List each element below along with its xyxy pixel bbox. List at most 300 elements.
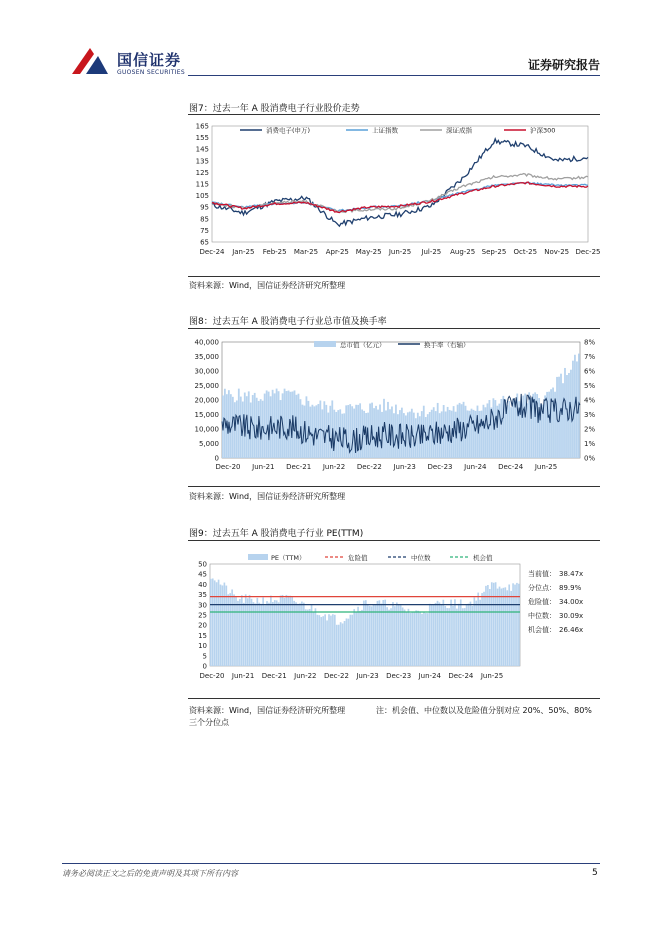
- page-number: 5: [592, 868, 598, 878]
- fig9-ytick-4: 20: [198, 621, 207, 630]
- fig9-pe-bar: [293, 601, 295, 666]
- fig9-pe-bar: [491, 582, 493, 666]
- fig7-xtick-3: Mar-25: [293, 248, 319, 256]
- fig9-pe-bar: [214, 580, 216, 666]
- fig8-ytick-left-3: 15,000: [194, 411, 219, 419]
- fig7-ytick-3: 95: [200, 203, 209, 212]
- fig9-pe-bar: [423, 612, 425, 666]
- fig8-mktcap-bar: [564, 368, 566, 458]
- fig9-pe-bar: [450, 600, 452, 666]
- fig9-ytick-9: 45: [198, 570, 207, 579]
- fig9-xtick-4: Dec-22: [323, 672, 349, 680]
- fig9-pe-bar: [299, 603, 301, 666]
- fig9-pe-bar: [241, 595, 243, 666]
- fig8-mktcap-bar: [528, 392, 530, 458]
- fig9-xtick-2: Dec-21: [261, 672, 287, 680]
- fig8-mktcap-bar: [510, 407, 512, 458]
- fig9-pe-bar: [247, 598, 249, 666]
- fig9-pe-bar: [317, 615, 319, 666]
- fig7-legend-label-2: 深证成指: [446, 126, 472, 135]
- fig8-mktcap-bar: [298, 394, 300, 458]
- fig8-mktcap-bar: [413, 413, 415, 458]
- fig8-ytick-right-0: 0%: [584, 454, 596, 463]
- fig8-xtick-5: Jun-23: [393, 463, 416, 471]
- fig7-xtick-8: Aug-25: [450, 248, 476, 256]
- fig9-pe-bar: [371, 606, 373, 666]
- fig9-pe-bar: [226, 586, 228, 666]
- fig9-xtick-8: Dec-24: [448, 672, 474, 680]
- fig8-mktcap-bar: [236, 400, 238, 458]
- fig8-top-rule: [188, 328, 600, 329]
- fig7-xtick-1: Jan-25: [232, 248, 255, 256]
- fig8-ytick-left-6: 30,000: [194, 367, 219, 376]
- fig7-title: 图7：过去一年 A 股消费电子行业股价走势: [189, 104, 360, 114]
- fig8-ytick-left-2: 10,000: [194, 425, 219, 434]
- fig7-ytick-8: 145: [195, 145, 209, 154]
- fig9-pe-bar: [249, 595, 251, 666]
- fig9-pe-bar: [319, 615, 321, 666]
- fig9-pe-bar: [276, 600, 278, 666]
- fig9-pe-bar: [437, 601, 439, 666]
- fig9-pe-bar: [280, 596, 282, 666]
- fig9-pe-bar: [506, 590, 508, 666]
- fig8-mktcap-bar: [512, 398, 514, 458]
- fig7-ytick-6: 125: [195, 168, 209, 177]
- footer-rule: [62, 863, 600, 864]
- fig7-xtick-2: Feb-25: [262, 248, 287, 256]
- fig8-mktcap-bar: [232, 397, 234, 458]
- fig9-pe-bar: [394, 606, 396, 666]
- fig9-pe-bar: [239, 599, 241, 666]
- fig8-mktcap-bar: [544, 395, 546, 458]
- fig8-mktcap-bar: [264, 394, 266, 458]
- fig9-pe-bar: [224, 583, 226, 666]
- fig8-mktcap-bar: [548, 392, 550, 458]
- fig9-pe-bar: [408, 609, 410, 666]
- fig8-xtick-4: Dec-22: [356, 463, 382, 471]
- fig9-pe-bar: [400, 605, 402, 666]
- fig9-note-cont: 三个分位点: [189, 718, 229, 727]
- fig9-stat-label-4: 机会值：: [528, 626, 556, 634]
- footer-disclaimer: 请务必阅读正文之后的免责声明及其项下所有内容: [62, 869, 238, 878]
- fig9-pe-bar: [516, 583, 518, 666]
- fig9-pe-bar: [381, 604, 383, 666]
- fig8-xtick-2: Dec-21: [286, 463, 312, 471]
- fig9-pe-bar: [427, 613, 429, 666]
- fig7-ytick-1: 75: [200, 226, 209, 235]
- fig9-ytick-6: 30: [198, 601, 207, 610]
- fig9-pe-bar: [468, 604, 470, 666]
- fig9-pe-bar: [429, 604, 431, 666]
- fig9-chart: [188, 542, 602, 696]
- fig8-mktcap-bar: [266, 390, 268, 458]
- fig8-mktcap-bar: [562, 383, 564, 458]
- fig9-stat-value-3: 30.09x: [559, 612, 584, 620]
- fig8-mktcap-bar: [552, 388, 554, 458]
- fig8-ytick-right-6: 6%: [584, 367, 596, 376]
- fig8-mktcap-bar: [473, 410, 475, 458]
- fig9-pe-bar: [497, 589, 499, 666]
- fig9-pe-bar: [390, 608, 392, 666]
- fig8-ytick-left-0: 0: [214, 454, 219, 463]
- fig9-pe-bar: [475, 601, 477, 666]
- fig9-legend-label-0: PE（TTM）: [271, 554, 306, 562]
- fig8-ytick-left-1: 5,000: [198, 440, 219, 448]
- fig8-mktcap-bar: [481, 411, 483, 458]
- fig7-ytick-4: 105: [195, 192, 209, 201]
- fig9-pe-bar: [501, 589, 503, 666]
- fig9-pe-bar: [466, 605, 468, 666]
- fig9-pe-bar: [355, 612, 357, 666]
- fig9-pe-bar: [289, 596, 291, 666]
- fig9-top-rule: [188, 540, 600, 541]
- fig9-pe-bar: [495, 582, 497, 666]
- fig9-pe-bar: [282, 595, 284, 666]
- fig8-ytick-right-7: 7%: [584, 353, 596, 361]
- fig9-xtick-0: Dec-20: [199, 672, 225, 680]
- fig9-stat-label-3: 中位数：: [528, 612, 556, 620]
- fig9-pe-bar: [344, 621, 346, 666]
- fig9-pe-bar: [350, 615, 352, 666]
- fig7-chart: [188, 116, 602, 276]
- fig9-pe-bar: [291, 596, 293, 666]
- fig7-ytick-9: 155: [195, 134, 209, 143]
- fig9-pe-bar: [322, 616, 324, 666]
- fig7-xtick-9: Sep-25: [481, 248, 507, 256]
- fig9-pe-bar: [369, 606, 371, 666]
- fig8-mktcap-bar: [286, 391, 288, 458]
- fig9-pe-bar: [260, 604, 262, 666]
- fig9-pe-bar: [462, 608, 464, 666]
- fig9-pe-bar: [505, 587, 507, 666]
- fig9-pe-bar: [274, 600, 276, 666]
- fig9-pe-bar: [351, 615, 353, 666]
- fig8-mktcap-bar: [475, 411, 477, 458]
- fig9-ytick-2: 10: [198, 642, 207, 651]
- fig9-pe-bar: [348, 619, 350, 666]
- fig8-legend-label-1: 换手率（右轴）: [424, 341, 470, 349]
- fig9-pe-bar: [446, 608, 448, 666]
- fig9-pe-bar: [309, 609, 311, 666]
- fig8-xtick-9: Jun-25: [534, 463, 558, 471]
- fig9-stat-value-1: 89.9%: [559, 584, 582, 592]
- fig8-mktcap-bar: [284, 389, 286, 458]
- fig9-pe-bar: [332, 614, 334, 666]
- fig8-xtick-0: Dec-20: [215, 463, 241, 471]
- fig8-mktcap-bar: [560, 374, 562, 458]
- fig9-stat-value-0: 38.47x: [559, 570, 584, 578]
- fig8-mktcap-bar: [532, 394, 534, 458]
- fig9-note: 注：机会值、中位数以及危险值分别对应 20%、50%、80%: [376, 706, 592, 715]
- fig9-pe-bar: [311, 604, 313, 666]
- fig9-pe-bar: [365, 600, 367, 666]
- fig9-xtick-1: Jun-21: [231, 672, 255, 680]
- fig7-ytick-10: 165: [195, 122, 209, 131]
- fig8-mktcap-bar: [347, 405, 349, 458]
- fig9-pe-bar: [338, 625, 340, 666]
- fig8-bottom-rule: [188, 486, 600, 487]
- fig7-source: 资料来源：Wind，国信证券经济研究所整理: [189, 281, 346, 290]
- fig8-mktcap-bar: [526, 403, 528, 458]
- fig8-xtick-6: Dec-23: [427, 463, 453, 471]
- fig9-ytick-1: 5: [202, 652, 207, 661]
- fig8-mktcap-bar: [248, 391, 250, 458]
- fig9-stat-label-2: 危险值：: [528, 598, 556, 606]
- fig8-mktcap-bar: [323, 401, 325, 458]
- fig9-pe-bar: [382, 600, 384, 666]
- fig9-pe-bar: [270, 596, 272, 666]
- fig9-xtick-3: Jun-22: [294, 672, 317, 680]
- fig9-pe-bar: [499, 587, 501, 666]
- fig9-pe-bar: [340, 622, 342, 666]
- fig8-mktcap-bar: [485, 407, 487, 458]
- fig9-pe-bar: [320, 617, 322, 666]
- fig9-pe-bar: [510, 591, 512, 666]
- fig7-xtick-0: Dec-24: [199, 248, 225, 256]
- fig8-ytick-left-5: 25,000: [194, 382, 219, 390]
- fig8-mktcap-bar: [417, 413, 419, 458]
- fig9-pe-bar: [373, 604, 375, 666]
- fig9-pe-bar: [307, 610, 309, 666]
- fig8-mktcap-bar: [230, 394, 232, 458]
- fig9-source: 资料来源：Wind，国信证券经济研究所整理: [189, 706, 346, 715]
- fig8-mktcap-bar: [312, 405, 314, 458]
- fig9-pe-bar: [342, 623, 344, 666]
- fig8-ytick-right-3: 3%: [584, 411, 596, 419]
- fig9-pe-bar: [305, 609, 307, 666]
- fig7-bottom-rule: [188, 276, 600, 277]
- fig9-pe-bar: [255, 603, 257, 666]
- fig9-pe-bar: [406, 612, 408, 666]
- fig9-legend-swatch-0: [248, 554, 268, 560]
- fig8-mktcap-bar: [351, 406, 353, 458]
- header-rule: [188, 75, 600, 76]
- fig9-pe-bar: [412, 612, 414, 666]
- fig9-pe-bar: [384, 600, 386, 666]
- fig7-xtick-12: Dec-25: [575, 248, 601, 256]
- fig9-stat-label-0: 当前值：: [528, 570, 556, 578]
- fig8-chart: [188, 330, 602, 484]
- fig9-pe-bar: [386, 607, 388, 666]
- fig9-pe-bar: [441, 605, 443, 666]
- fig9-pe-bar: [433, 604, 435, 666]
- fig9-pe-bar: [235, 597, 237, 666]
- fig8-xtick-3: Jun-22: [322, 463, 346, 471]
- fig8-legend-label-0: 总市值（亿元）: [340, 341, 386, 349]
- fig9-title: 图9：过去五年 A 股消费电子行业 PE(TTM): [189, 529, 364, 539]
- fig9-pe-bar: [313, 612, 315, 666]
- fig9-pe-bar: [421, 614, 423, 666]
- logo-cn: 国信证券: [117, 51, 182, 69]
- fig9-pe-bar: [212, 578, 214, 666]
- fig8-mktcap-bar: [500, 399, 502, 458]
- fig8-mktcap-bar: [538, 398, 540, 458]
- fig9-pe-bar: [288, 596, 290, 666]
- fig8-mktcap-bar: [508, 401, 510, 458]
- fig9-pe-bar: [210, 579, 212, 666]
- fig8-mktcap-bar: [387, 402, 389, 458]
- fig9-pe-bar: [489, 589, 491, 666]
- fig9-legend-label-3: 机会值: [473, 554, 493, 562]
- fig7-top-rule: [188, 114, 600, 115]
- fig9-pe-bar: [231, 589, 233, 666]
- fig9-pe-bar: [477, 593, 479, 666]
- fig7-xtick-7: Jul-25: [421, 248, 442, 256]
- fig8-mktcap-bar: [479, 411, 481, 458]
- fig9-pe-bar: [218, 580, 220, 666]
- fig8-mktcap-bar: [514, 401, 516, 458]
- fig8-mktcap-bar: [524, 394, 526, 458]
- fig9-pe-bar: [443, 600, 445, 666]
- fig9-ytick-5: 25: [198, 611, 207, 620]
- fig9-stat-value-2: 34.00x: [559, 598, 584, 606]
- fig9-pe-bar: [444, 606, 446, 666]
- fig9-pe-bar: [472, 606, 474, 666]
- fig9-pe-bar: [357, 607, 359, 666]
- fig9-pe-bar: [503, 588, 505, 666]
- fig8-title: 图8：过去五年 A 股消费电子行业总市值及换手率: [189, 317, 387, 327]
- fig8-ytick-right-4: 4%: [584, 396, 596, 405]
- fig9-pe-bar: [413, 613, 415, 666]
- fig9-pe-bar: [286, 595, 288, 666]
- fig8-mktcap-bar: [369, 404, 371, 458]
- fig9-xtick-7: Jun-24: [418, 672, 441, 680]
- fig8-xtick-8: Dec-24: [498, 463, 524, 471]
- fig9-pe-bar: [479, 600, 481, 666]
- fig9-pe-bar: [361, 610, 363, 666]
- fig9-legend-label-2: 中位数: [411, 554, 431, 562]
- fig9-pe-bar: [264, 605, 266, 666]
- fig8-mktcap-bar: [321, 409, 323, 458]
- fig9-pe-bar: [216, 582, 218, 666]
- fig8-mktcap-bar: [395, 405, 397, 458]
- fig9-pe-bar: [431, 604, 433, 666]
- fig9-pe-bar: [377, 601, 379, 666]
- fig9-pe-bar: [464, 608, 466, 666]
- fig9-pe-bar: [452, 606, 454, 666]
- fig9-pe-bar: [474, 597, 476, 666]
- fig9-pe-bar: [336, 625, 338, 666]
- fig9-pe-bar: [262, 597, 264, 666]
- fig9-pe-bar: [456, 609, 458, 666]
- fig8-xtick-1: Jun-21: [252, 463, 275, 471]
- fig9-stat-value-4: 26.46x: [559, 626, 584, 634]
- fig7-ytick-7: 135: [195, 157, 209, 166]
- fig7-ytick-5: 115: [195, 180, 209, 189]
- fig9-pe-bar: [375, 605, 377, 666]
- fig9-pe-bar: [493, 583, 495, 666]
- fig9-ytick-3: 15: [198, 631, 207, 640]
- fig9-pe-bar: [315, 608, 317, 666]
- fig8-mktcap-bar: [302, 405, 304, 458]
- fig9-pe-bar: [326, 620, 328, 666]
- fig9-pe-bar: [346, 618, 348, 666]
- fig9-ytick-10: 50: [198, 560, 207, 569]
- fig9-pe-bar: [460, 599, 462, 666]
- fig9-pe-bar: [425, 613, 427, 666]
- fig9-pe-bar: [222, 585, 224, 666]
- fig9-pe-bar: [458, 604, 460, 666]
- fig9-stat-label-1: 分位点：: [528, 584, 556, 592]
- fig9-pe-bar: [379, 600, 381, 666]
- fig9-ytick-7: 35: [198, 591, 207, 600]
- fig7-xtick-10: Oct-25: [513, 248, 538, 256]
- fig8-ytick-right-5: 5%: [584, 382, 596, 390]
- fig8-mktcap-bar: [329, 406, 331, 458]
- fig8-ytick-left-4: 20,000: [194, 396, 219, 405]
- fig8-mktcap-bar: [483, 405, 485, 458]
- fig7-ytick-0: 65: [200, 238, 209, 247]
- fig9-xtick-5: Jun-23: [356, 672, 379, 680]
- report-type: 证券研究报告: [527, 58, 600, 72]
- fig9-legend-label-1: 危险值: [348, 554, 368, 562]
- fig8-legend-swatch-0: [314, 341, 336, 347]
- fig9-pe-bar: [328, 614, 330, 666]
- fig8-mktcap-bar: [445, 411, 447, 458]
- fig9-pe-bar: [481, 593, 483, 666]
- fig9-pe-bar: [257, 598, 259, 666]
- fig9-pe-bar: [388, 610, 390, 666]
- fig8-ytick-right-1: 1%: [584, 440, 596, 448]
- fig7-xtick-5: May-25: [355, 248, 382, 256]
- fig9-pe-bar: [415, 610, 417, 666]
- fig9-bottom-rule: [188, 698, 600, 699]
- fig7-xtick-4: Apr-25: [325, 248, 349, 256]
- fig9-pe-bar: [363, 601, 365, 666]
- fig9-pe-bar: [485, 586, 487, 666]
- fig9-pe-bar: [237, 601, 239, 666]
- fig9-pe-bar: [324, 614, 326, 666]
- fig9-pe-bar: [410, 613, 412, 666]
- fig8-ytick-left-8: 40,000: [194, 338, 219, 347]
- fig8-mktcap-bar: [306, 396, 308, 458]
- fig7-legend-label-1: 上证指数: [372, 126, 398, 135]
- fig9-pe-bar: [483, 592, 485, 666]
- fig9-pe-bar: [251, 599, 253, 666]
- fig8-mktcap-bar: [487, 403, 489, 458]
- fig9-pe-bar: [353, 609, 355, 666]
- fig9-ytick-0: 0: [202, 662, 207, 671]
- fig9-pe-bar: [330, 616, 332, 666]
- fig8-mktcap-bar: [522, 396, 524, 458]
- fig9-pe-bar: [454, 599, 456, 666]
- fig9-pe-bar: [448, 608, 450, 666]
- fig9-ytick-8: 40: [198, 580, 207, 589]
- fig9-pe-bar: [402, 607, 404, 666]
- fig9-pe-bar: [284, 598, 286, 666]
- fig9-pe-bar: [297, 604, 299, 666]
- fig7-legend-label-3: 沪深300: [530, 126, 556, 135]
- fig9-xtick-9: Jun-25: [480, 672, 504, 680]
- fig9-pe-bar: [301, 602, 303, 666]
- fig8-ytick-right-2: 2%: [584, 425, 596, 434]
- fig9-pe-bar: [417, 611, 419, 666]
- fig9-xtick-6: Dec-23: [386, 672, 412, 680]
- fig7-xtick-11: Nov-25: [544, 248, 570, 256]
- logo-en: GUOSEN SECURITIES: [117, 69, 186, 76]
- fig9-pe-bar: [419, 611, 421, 666]
- guosen-logo-icon: [68, 44, 112, 78]
- fig7-series-line-0: [212, 139, 588, 226]
- fig8-mktcap-bar: [252, 395, 254, 458]
- fig9-pe-bar: [398, 605, 400, 666]
- fig9-pe-bar: [266, 601, 268, 666]
- fig9-pe-bar: [404, 610, 406, 666]
- fig8-xtick-7: Jun-24: [464, 463, 487, 471]
- fig8-ytick-right-8: 8%: [584, 338, 596, 347]
- fig9-pe-bar: [470, 602, 472, 666]
- fig9-pe-bar: [359, 611, 361, 666]
